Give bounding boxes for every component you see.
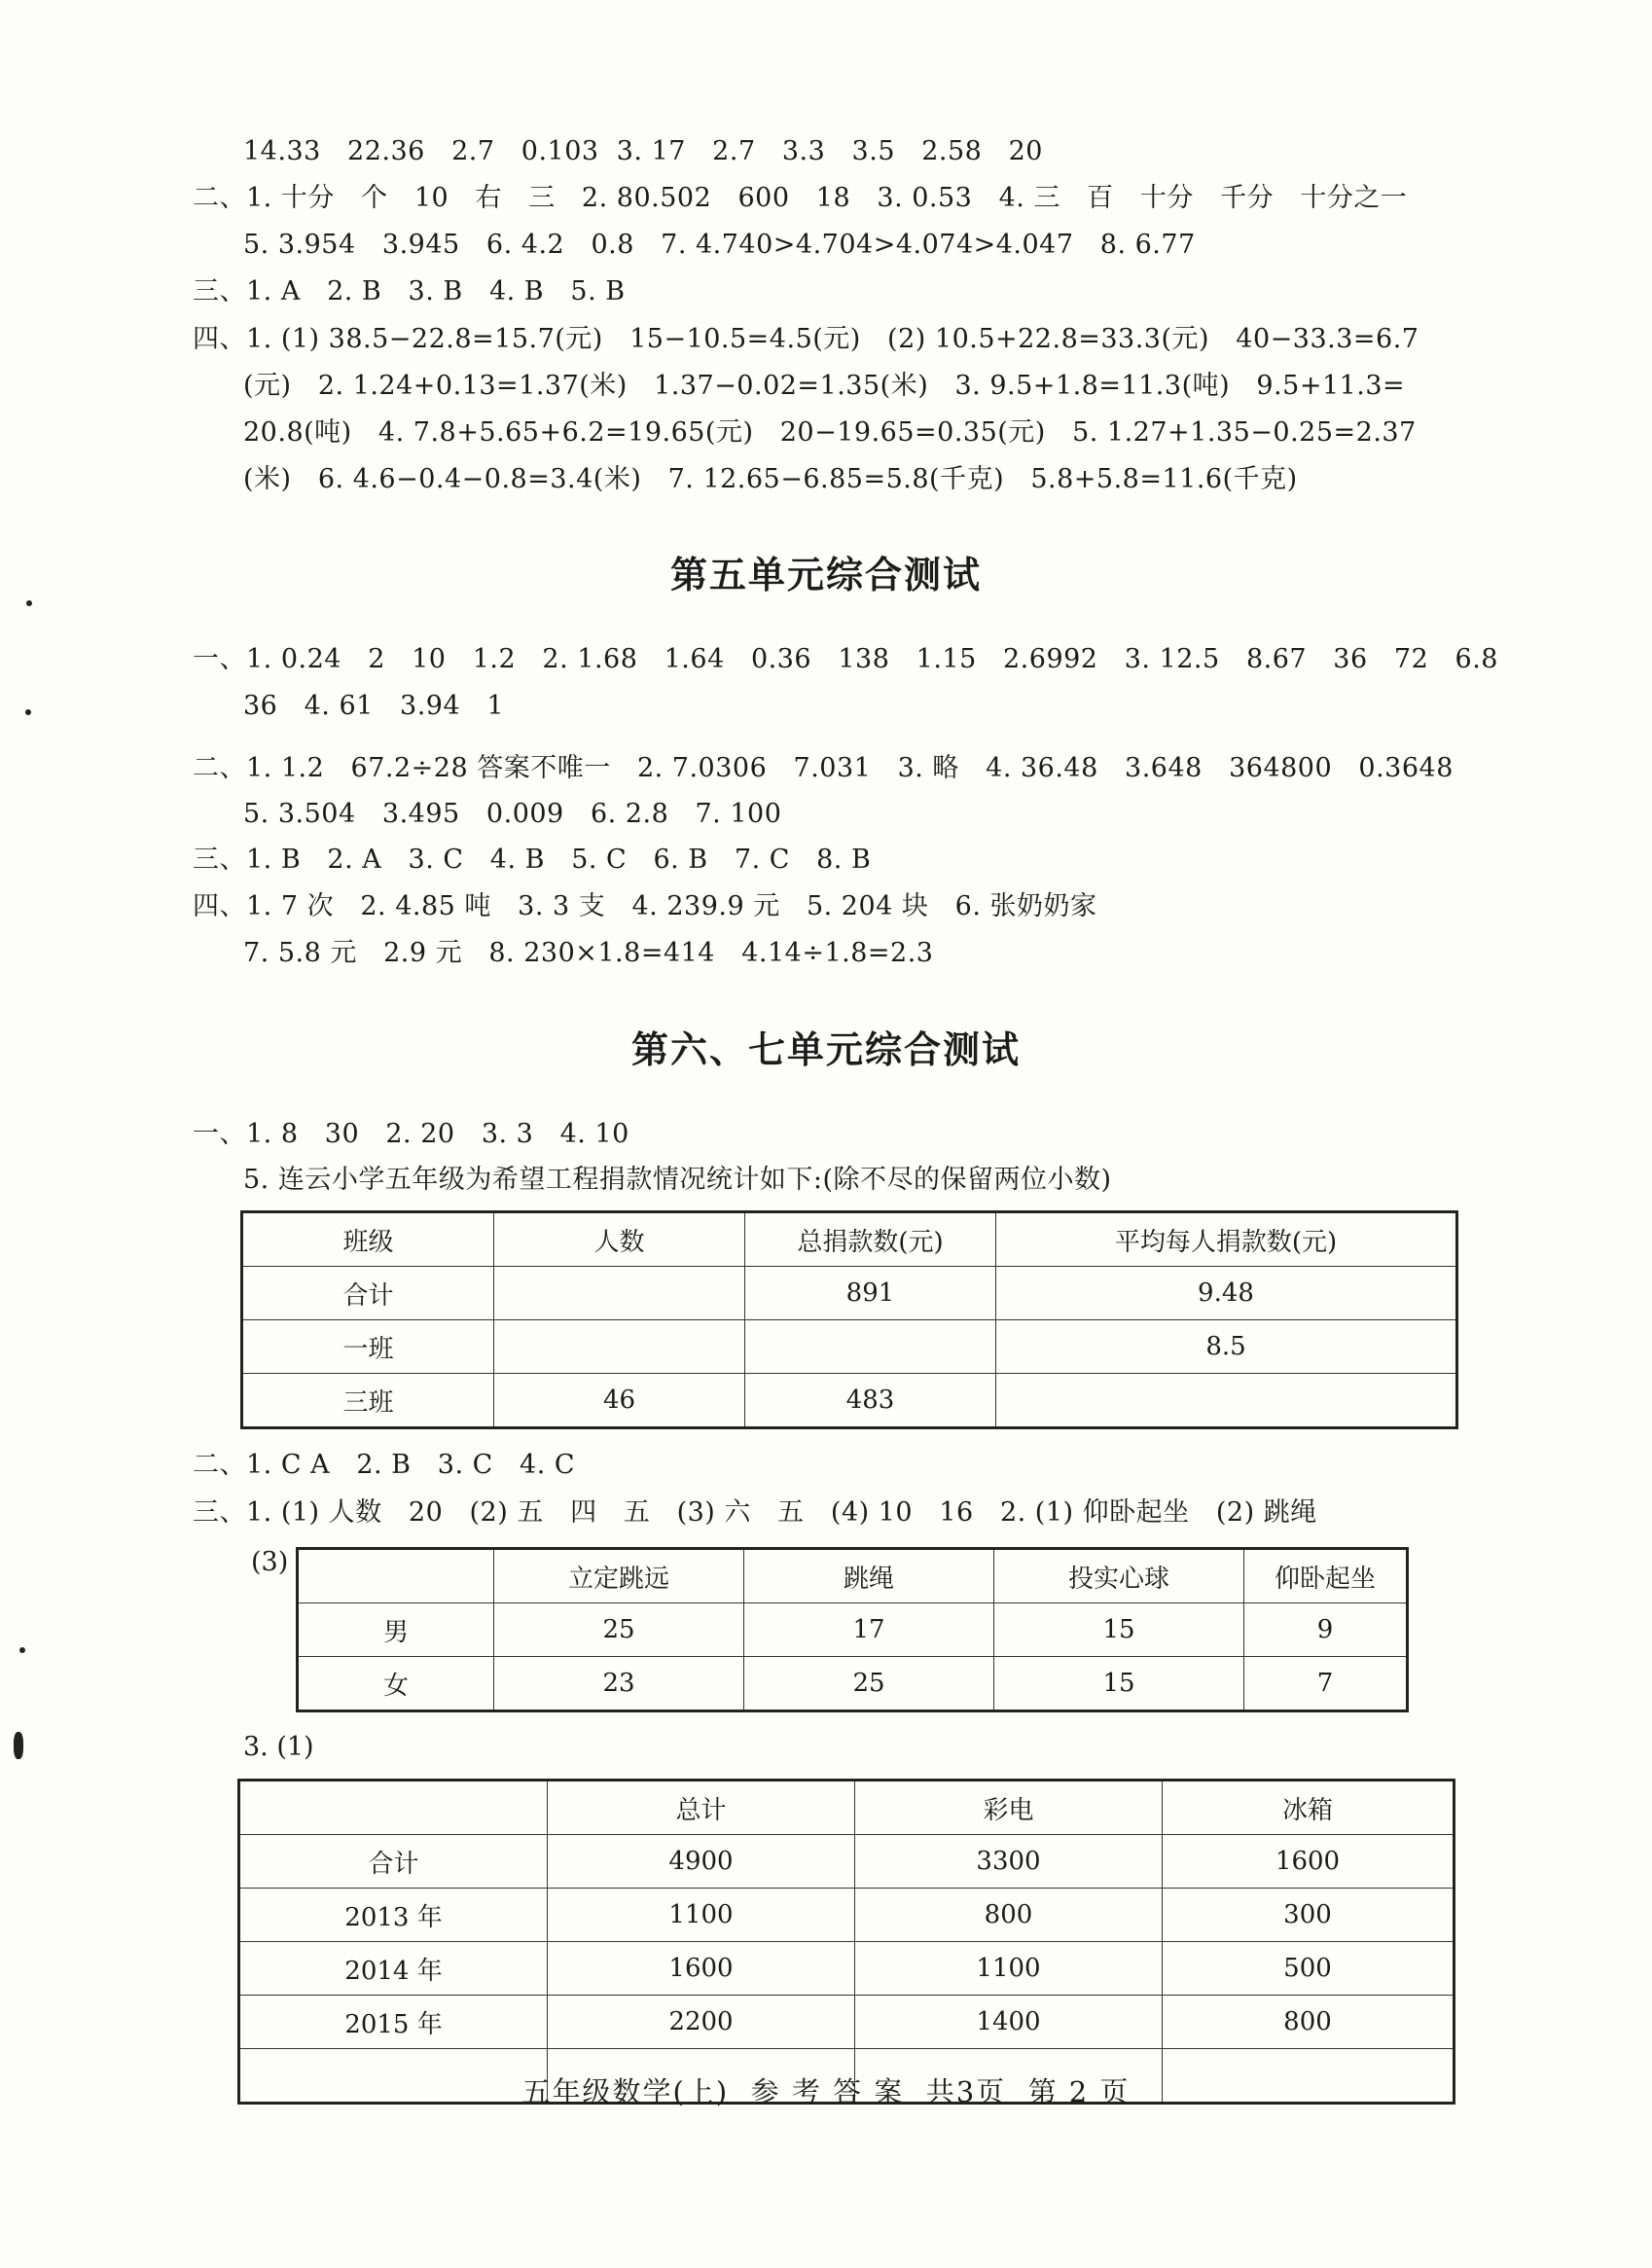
answer-line: (米) 6. 4.6−0.4−0.8=3.4(米) 7. 12.65−6.85=5.8(千克) 5.8+5.8=11.6(千克) <box>243 464 1298 494</box>
scan-dot <box>25 709 31 715</box>
scan-mark <box>14 1732 23 1759</box>
answer-line: 三、1. A 2. B 3. B 4. B 5. B <box>193 276 626 306</box>
table-cell <box>494 1320 745 1374</box>
answer-line: 20.8(吨) 4. 7.8+5.65+6.2=19.65(元) 20−19.65=0.35(元) 5. 1.27+1.35−0.25=2.37 <box>243 417 1417 448</box>
table-cell: 1600 <box>548 1942 855 1996</box>
table-cell: 合计 <box>239 1835 548 1889</box>
answer-line: 四、1. (1) 38.5−22.8=15.7(元) 15−10.5=4.5(元) (2) 10.5+22.8=33.3(元) 40−33.3=6.7 <box>193 324 1419 354</box>
table-cell: 15 <box>994 1657 1244 1711</box>
answer-line: 一、1. 8 30 2. 20 3. 3 4. 10 <box>193 1119 629 1149</box>
table-cell: 483 <box>745 1374 996 1428</box>
table-cell: 9.48 <box>996 1267 1457 1320</box>
table-cell: 一班 <box>242 1320 494 1374</box>
table-header-cell: 班级 <box>242 1212 494 1267</box>
table-cell <box>745 1320 996 1374</box>
table-cell: 2014 年 <box>239 1942 548 1996</box>
answer-line: 二、1. 1.2 67.2÷28 答案不唯一 2. 7.0306 7.031 3. 略 4. 36.48 3.648 364800 0.3648 <box>193 753 1454 783</box>
table-header-cell: 平均每人捐款数(元) <box>996 1212 1457 1267</box>
section-title-unit5: 第五单元综合测试 <box>669 554 982 596</box>
table-header-cell: 仰卧起坐 <box>1244 1549 1408 1603</box>
sub-label: 3. (1) <box>243 1732 314 1762</box>
table-header-row <box>242 1212 1457 1267</box>
table-header-cell <box>239 1781 548 1835</box>
table-cell: 2015 年 <box>239 1996 548 2049</box>
table-header-cell: 总捐款数(元) <box>745 1212 996 1267</box>
table-cell: 1100 <box>855 1942 1163 1996</box>
table-cell: 46 <box>494 1374 745 1428</box>
table-cell: 891 <box>745 1267 996 1320</box>
table-cell: 3300 <box>855 1835 1163 1889</box>
table-cell: 500 <box>1163 1942 1454 1996</box>
answer-line: (元) 2. 1.24+0.13=1.37(米) 1.37−0.02=1.35(米) 3. 9.5+1.8=11.3(吨) 9.5+11.3= <box>243 371 1406 401</box>
table-header-cell: 立定跳远 <box>494 1549 744 1603</box>
answer-line: 三、1. (1) 人数 20 (2) 五 四 五 (3) 六 五 (4) 10 16 2. (1) 仰卧起坐 (2) 跳绳 <box>193 1497 1317 1528</box>
answer-line: 5. 3.504 3.495 0.009 6. 2.8 7. 100 <box>243 799 782 829</box>
table-header-cell: 跳绳 <box>744 1549 994 1603</box>
table-cell: 三班 <box>242 1374 494 1428</box>
table-header-row <box>298 1549 1408 1603</box>
table-cell: 23 <box>494 1657 744 1711</box>
answer-line: 二、1. C A 2. B 3. C 4. C <box>193 1450 576 1480</box>
table-header-row <box>239 1781 1454 1835</box>
appliance-table <box>237 1779 1455 2105</box>
scan-dot <box>19 1647 25 1653</box>
donation-table <box>240 1210 1458 1429</box>
table-cell: 2200 <box>548 1996 855 2049</box>
table-cell: 7 <box>1244 1657 1408 1711</box>
answer-line: 36 4. 61 3.94 1 <box>243 691 505 721</box>
table-cell: 1100 <box>548 1889 855 1942</box>
answer-line: 三、1. B 2. A 3. C 4. B 5. C 6. B 7. C 8. B <box>193 845 872 875</box>
answer-line: 14.33 22.36 2.7 0.103 3. 17 2.7 3.3 3.5 2.58 20 <box>243 136 1043 166</box>
table-header-cell <box>298 1549 494 1603</box>
answer-line: 一、1. 0.24 2 10 1.2 2. 1.68 1.64 0.36 138 1.15 2.6992 3. 12.5 8.67 36 72 6.8 <box>193 644 1498 674</box>
table-cell: 4900 <box>548 1835 855 1889</box>
table-cell <box>494 1267 745 1320</box>
table-header-cell: 彩电 <box>855 1781 1163 1835</box>
table-cell: 2013 年 <box>239 1889 548 1942</box>
table-row <box>239 1889 1454 1942</box>
scan-dot <box>26 600 32 606</box>
table-row <box>298 1603 1408 1657</box>
table-header-cell: 投实心球 <box>994 1549 1244 1603</box>
table-cell <box>996 1374 1457 1428</box>
table-cell: 合计 <box>242 1267 494 1320</box>
table-row <box>242 1267 1457 1320</box>
answer-line: 7. 5.8 元 2.9 元 8. 230×1.8=414 4.14÷1.8=2.3 <box>243 938 934 968</box>
answer-line: 四、1. 7 次 2. 4.85 吨 3. 3 支 4. 239.9 元 5. 204 块 6. 张奶奶家 <box>193 891 1097 921</box>
table-cell: 1600 <box>1163 1835 1454 1889</box>
table-cell: 1400 <box>855 1996 1163 2049</box>
table-row <box>242 1320 1457 1374</box>
answer-line: 5. 连云小学五年级为希望工程捐款情况统计如下:(除不尽的保留两位小数) <box>243 1165 1112 1195</box>
fitness-table <box>296 1547 1409 1712</box>
table-row <box>239 1835 1454 1889</box>
table-row <box>239 1996 1454 2049</box>
table-header-cell: 冰箱 <box>1163 1781 1454 1835</box>
section-title-unit67: 第六、七单元综合测试 <box>630 1028 1021 1071</box>
answer-line: 二、1. 十分 个 10 右 三 2. 80.502 600 18 3. 0.53 4. 三 百 十分 千分 十分之一 <box>193 183 1408 213</box>
table-cell: 17 <box>744 1603 994 1657</box>
table-cell: 8.5 <box>996 1320 1457 1374</box>
table-cell: 女 <box>298 1657 494 1711</box>
table-cell: 800 <box>855 1889 1163 1942</box>
table-cell: 9 <box>1244 1603 1408 1657</box>
page-footer: 五年级数学(上) 参 考 答 案 共3页 第 2 页 <box>521 2075 1131 2108</box>
table-row <box>239 1942 1454 1996</box>
table-cell: 男 <box>298 1603 494 1657</box>
answer-line: 5. 3.954 3.945 6. 4.2 0.8 7. 4.740>4.704>4.074>4.047 8. 6.77 <box>243 230 1196 260</box>
table-row <box>242 1374 1457 1428</box>
table-cell: 300 <box>1163 1889 1454 1942</box>
table-cell: 800 <box>1163 1996 1454 2049</box>
table-cell: 15 <box>994 1603 1244 1657</box>
table-row <box>298 1657 1408 1711</box>
table-cell: 25 <box>744 1657 994 1711</box>
table-cell: 25 <box>494 1603 744 1657</box>
sub-label: (3) <box>251 1547 289 1577</box>
table-header-cell: 总计 <box>548 1781 855 1835</box>
table-header-cell: 人数 <box>494 1212 745 1267</box>
